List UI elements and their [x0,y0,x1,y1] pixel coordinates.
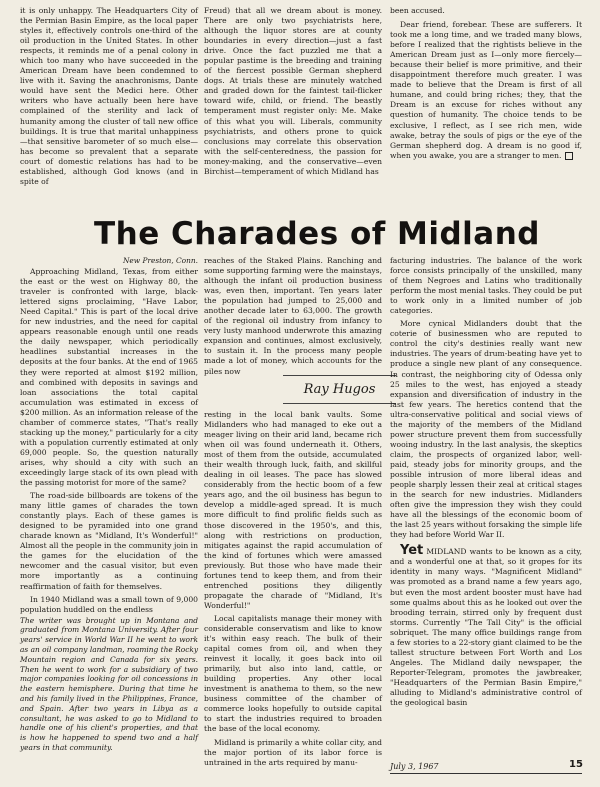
column-2-paragraph-3: Local capitalists manage their money with considerable conservatism and like to know it's within easy reach. The bulk of their capital comes from oil, and when they reinvest it locally, it goes back into oil primarily, but also into land, cattle, or building properties. Any other local investment is anathema to them, so the new business committee of the chamber of commerce looks hopefully to outside capital to start the industries required to broaden the base of the local economy. [204,613,382,734]
byline-rule-bottom [283,403,396,404]
column-2-paragraph-2: resting in the local bank vaults. Some Midlanders who had managed to eke out a meager living on their arid land, became rich when oil was found underneath it. Others, most of them from the outside, accumulated their wealth through luck, faith, and skillful dealing in oil leases. The pace has slowed considerably from the hectic boom of a few years ago, and the oil business has begun to develop a middle-aged spread. It is much more difficult to find prolific fields such as those discovered in the 1950's, and this, along with restrictions on production, mitigates against the rapid accumulation of the kind of fortunes which were amassed previously. But those who have made their fortunes tend to keep them, and from their entrenched positions they diligently propagate the charade of "Midland, It's Wonderful!" [204,410,382,610]
column-3-paragraph-1: facturing industries. The balance of the work force consists principally of the unskilled, many of them Negroes and Latins who traditionally perform the most menial tasks. They could be put to work only in a limited number of job categories. [390,256,582,316]
column-2-paragraph-4: Midland is primarily a white collar city, and the major portion of its labor force is untrained in the arts required by manu- [204,737,382,767]
top-column-1-text: it is only unhappy. The Headquarters City of the Permian Basin Empire, as the local paper styles it, effectively controls one-third of the oil production in the United States. In other respects, it reminds me of a penal colony in which too many who have succeeded in the American Dream have been condemned to live with it. Saving the anachronisms, Dante would have sent the Medici here. Other writers who have actually been here have complained of the sterility and lack of humanity among the cluster of tall new office buildings. It is true that marital unhappiness—that sensitive barometer of so much else—has become so prevalent that a separate court of domestic relations has had to be established, although God knows (and in spite of [20,6,198,186]
top-column-2 [204,6,382,211]
footer-rule [390,773,582,774]
top-column-3 [390,6,582,211]
end-of-article-mark [565,152,573,160]
issue-date: July 3, 1967 [390,762,439,771]
byline: Ray Hugos [303,382,376,397]
column-2-paragraph-1: reaches of the Staked Plains. Ranching and some supporting farming were the mainstays, although the infant oil production business was, even then, important. Ten years later the population had jumped to 25,000 and another decade later to 63,000. The growth of the regional oil industry from infancy to very lusty manhood underwrote this amazing expansion and continues, almost exclusively, to sustain it. In the process many people made a lot of money, which accounts for the piles now [204,256,382,376]
article-column-3 [390,256,582,756]
column-3-paragraph-2: More cynical Midlanders doubt that the coterie of businessmen who are reputed to control the city's destinies really want new industries. The years of drum-beating have yet to produce a single new plant of any consequence. In contrast, the neighboring city of Odessa only 25 miles to the west, has enjoyed a steady expansion and diversification of industry in the last few years. The heretics contend that the ultra-conservative political and social views of the majority of the members of the Midland power structure prevent them from successfully wooing industry. In the last analysis, the skeptics claim, the prospects of organized labor, well-paid, steady jobs for minority groups, and the possible intrusion of more liberal ideas and people sharply lessen their zeal at critical stages in the search for new industries. Midlanders often give the impression they wish they could have all the blessings of the economic boom of the last 25 years without forsaking the simple life they had before World War II. [390,319,582,540]
top-column-2-text: Freud) that all we dream about is money. There are only two psychiatrists here, although the liquor stores are at county boundaries in every direction—just a fast drive. Once the fact puzzled me that a popular pastime is the breeding and training of the fiercest possible German shepherd dogs. At trials these are minutely watched and graded down for the faintest tail-flicker toward wife, child, or friend. The beastly temperament must register only: Me. Make of this what you will. Liberals, community psychiatrists, and others prone to quick conclusions may correlate this observation with the self-centeredness, the passion for money-making, and the conservative—even Birchist—temperament of which Midland has [204,6,382,176]
top-column-1 [20,6,198,211]
author-bio: The writer was brought up in Montana and graduated from Montana University. After four years' service in World War II he went to work as an oil company landman, roaming the Rocky Mountain region and Canada for six years. Then he went to work for a subsidiary of two major companies looking for oil concessions in the eastern hemisphere. During that time he and his family lived in the Philippines, France, and Spain. After two years in Libya as a consultant, he was asked to go to Midland to handle one of his client's properties, and that is how he happened to spend two and a half years in that community. [20,615,198,752]
column-1-paragraph-1: Approaching Midland, Texas, from either the east or the west on Highway 80, the traveler is confronted with large, black-lettered signs proclaiming, "Have Labor, Need Capital." This is part of the local drive for new industries, and the need for capital appears reasonable enough until one reads the daily newspaper, which periodically headlines substantial increases in the deposits at the four banks. At the end of 1965 they were reported at almost $192 million, and combined with deposits in savings and loan associations the total capital accumulation was estimated in excess of $200 million. As an information release of the chamber of commerce states, "That's really stacking up the money," particularly for a city with a population currently estimated at only 69,000 people. So, the question naturally arises, why should a city with such an exceedingly large stack of its own plead with the passing motorist for more of the same? [20,267,198,488]
article-title: The Charades of Midland [94,216,540,252]
column-1-paragraph-3: In 1940 Midland was a small town of 9,000 population huddled on the endless [20,594,198,614]
drop-cap-yet: Yet [400,543,424,559]
top-column-3-text: Dear friend, forebear. These are sufferers. It took me a long time, and we traded many blows, before I realized that the rightists believe in the American Dream just as I—only more fiercely—because their belief is more primitive, and their disappointment therefore much greater. I was made to believe that the Dream is first of all humane, and could bring riches; they, that the Dream is an excuse for riches without any question of humanity. The choice tends to be exclusive, I reflect, as I see rich men, wide awake, betray the souls of pigs or the eye of the German shepherd dog. A dream is no good if, when you awake, you are a stranger to men. [390,20,582,160]
dateline: New Preston, Conn. [122,256,198,265]
column-3-paragraph-3-text: MIDLAND wants to be known as a city, and a wonderful one at that, so it gropes for its identity in many ways. "Magnificent Midland" was promoted as a brand name a few years ago, but even the most ardent booster must have had some qualms about this as he looked out over the brooding terrain, stirred only by frequent dust storms. Currently "The Tall City" is the official sobriquet. The many office buildings range from a few stories to a 22-story giant claimed to be the tallest structure between Fort Worth and Los Angeles. The Midland daily newspaper, the Reporter-Telegram, promotes the jawbreaker, "Headquarters of the Permian Basin Empire," alluding to Midland's administrative control of the geological basin [390,547,582,708]
article-column-1 [20,256,198,756]
article-column-2-continued [204,410,382,767]
byline-rule-top [283,375,396,376]
column-1-paragraph-2: The road-side billboards are tokens of the many little games of charades the town constantly plays. Each of these games is designed to be pyramided into one grand charade known as "Midland, It's Wonderful!" Almost all the people in the community join in the games for the elucidation of the newcomer and the casual visitor, but even more importantly as a continuing reaffirmation of faith for themselves. [20,491,198,591]
top-column-3-paragraph [390,20,582,161]
page-number: 15 [569,759,583,770]
top-column-3-opening: been accused. [390,6,445,15]
column-3-paragraph-3 [390,543,582,708]
article-column-2 [204,256,382,376]
